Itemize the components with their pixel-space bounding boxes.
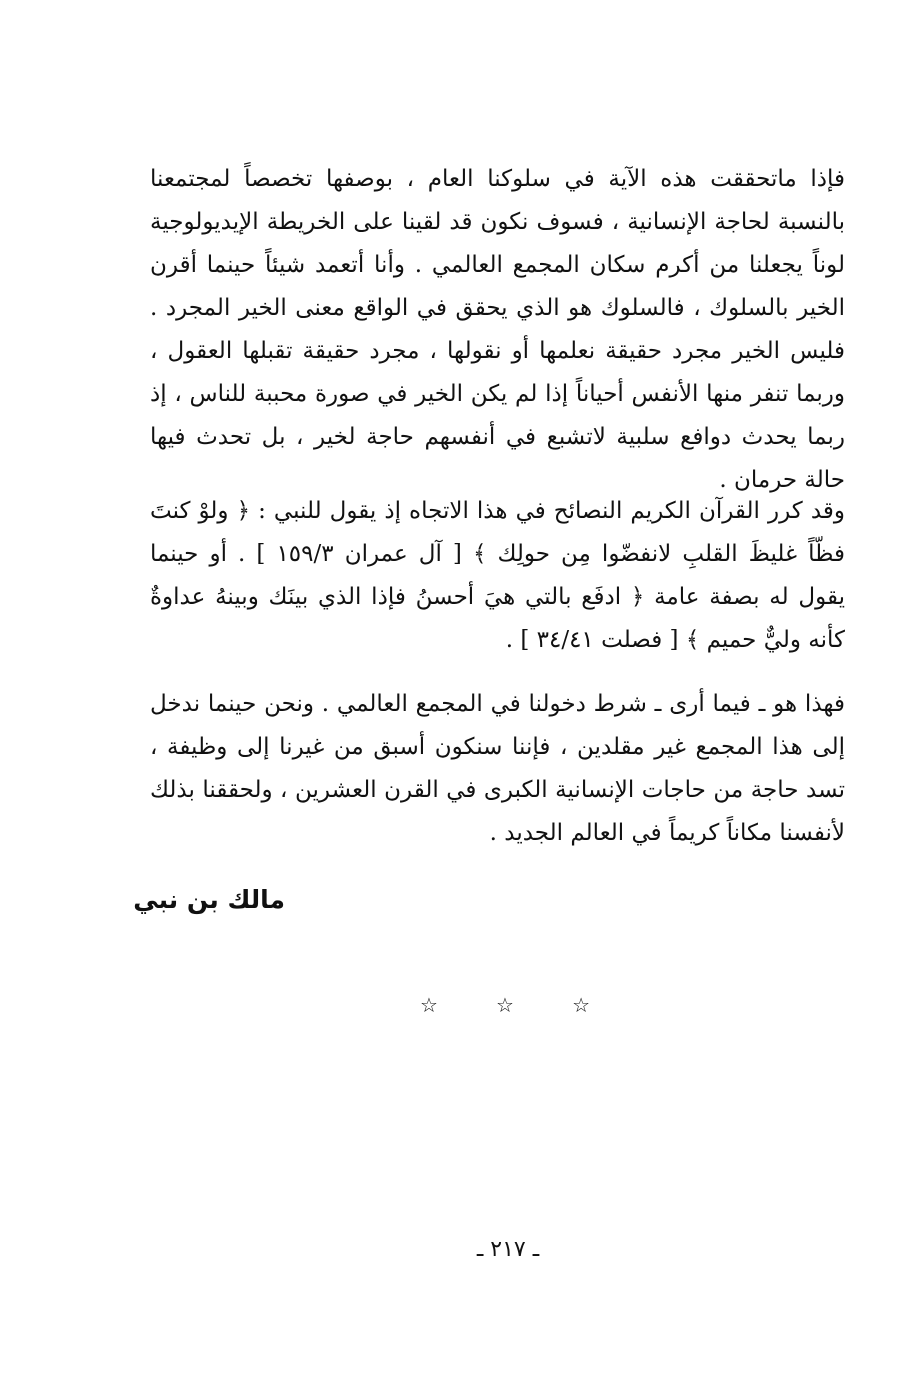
paragraph-text: فإذا ماتحققت هذه الآية في سلوكنا العام ، بوصفها تخصصاً لمجتمعنا بالنسبة لحاجة الإنسانية ، فسوف نكون قد لقينا على الخريطة الإيديولوجية لوناً يجعلنا من أكرم سكان المجمع العالمي . وأنا أتعمد شيئاً حينما أقرن الخير بالسلوك ، فالسلوك هو الذي يحقق في الواقع معنى الخير المجرد . فليس الخير مجرد حقيقة نعلمها أو نقولها ، مجرد حقيقة تقبلها العقول ، وربما تنفر منها الأنفس أحياناً إذا لم يكن الخير في صورة محببة للناس ، إذ ربما يحدث دوافع سلبية لاتشبع في أنفسهم حاجة لخير ، بل تحدث فيها حالة حرمان .	[150, 166, 845, 493]
paragraph-text: فهذا هو ـ فيما أرى ـ شرط دخولنا في المجمع العالمي . ونحن حينما ندخل إلى هذا المجمع غير مقلدين ، فإننا سنكون أسبق من غيرنا إلى وظيفة ، تسد حاجة من حاجات الإنسانية الكبرى في القرن العشرين ، ولحققنا بذلك لأنفسنا مكاناً كريماً في العالم الجديد .	[150, 691, 845, 846]
author-signature: مالك بن نبي	[133, 885, 285, 914]
paragraph-1	[150, 158, 845, 502]
paragraph-3	[150, 683, 845, 855]
star-icon: ☆	[572, 993, 590, 1017]
section-separator	[420, 990, 590, 1020]
paragraph-text: وقد كرر القرآن الكريم النصائح في هذا الاتجاه إذ يقول للنبي : ﴿ ولوْ كنتَ فظّاً غليظَ القلبِ لانفضّوا مِن حولِك ﴾ [ آل عمران ١٥٩/٣ ] . أو حينما يقول له بصفة عامة ﴿ ادفَع بالتي هيَ أحسنُ فإذا الذي بينَك وبينهُ عداوةٌ كأنه وليٌّ حميم ﴾ [ فصلت ٣٤/٤١ ] .	[150, 498, 846, 653]
paragraph-2	[150, 490, 845, 662]
star-icon: ☆	[420, 993, 438, 1017]
page-number: ـ ٢١٧ ـ	[476, 1237, 540, 1262]
star-icon: ☆	[496, 993, 514, 1017]
